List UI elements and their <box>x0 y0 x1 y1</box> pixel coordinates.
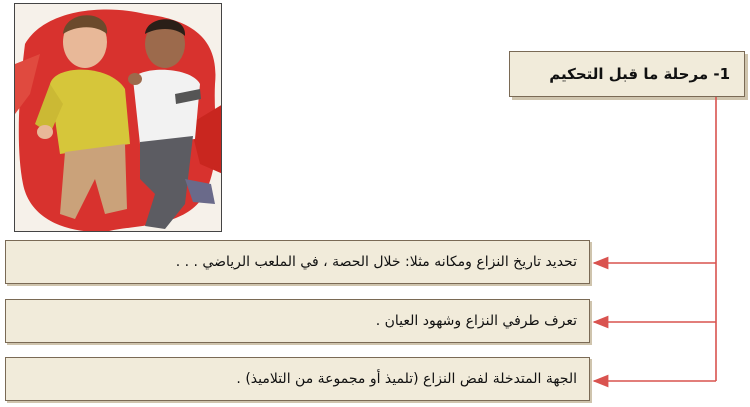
step-box-1 <box>5 240 590 284</box>
stage-heading-text: 1- مرحلة ما قبل التحكيم <box>549 65 730 83</box>
step-text-1: تحديد تاريخ النزاع ومكانه مثلا: خلال الحصة ، في الملعب الرياضي . . . <box>175 254 577 270</box>
step-text-3: الجهة المتدخلة لفض النزاع (تلميذ أو مجموعة من التلاميذ) . <box>236 371 577 387</box>
illustration-two-boys-fighting <box>14 3 222 232</box>
stage-heading <box>509 51 745 97</box>
step-box-3 <box>5 357 590 401</box>
step-box-2 <box>5 299 590 343</box>
step-text-2: تعرف طرفي النزاع وشهود العيان . <box>375 313 577 329</box>
